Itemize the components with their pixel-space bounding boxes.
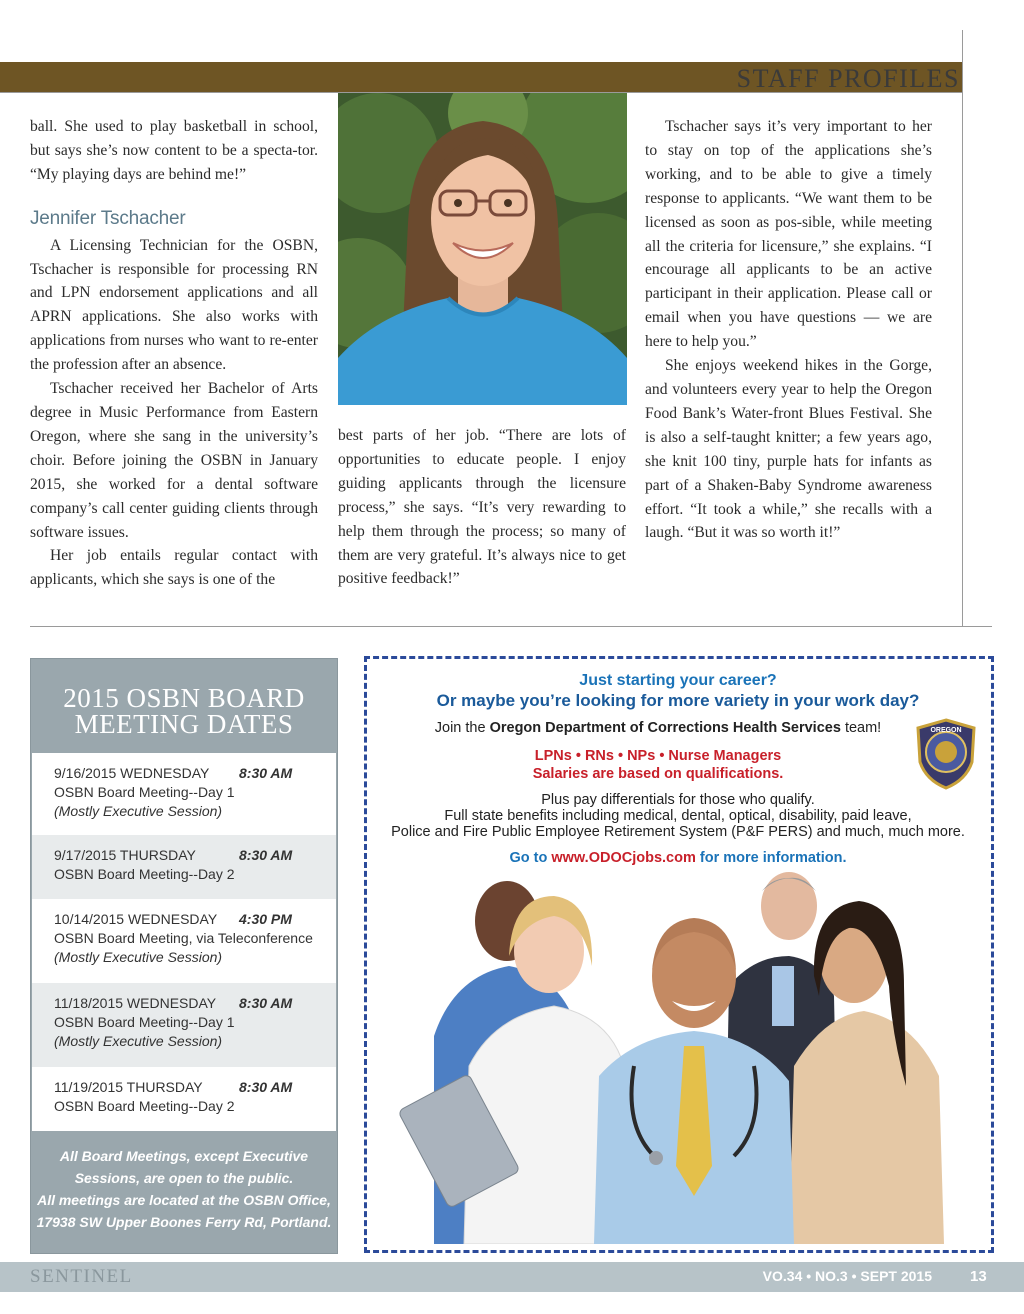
ad-subheadline: Or maybe you’re looking for more variety in your work day? xyxy=(436,691,920,710)
article-column-left xyxy=(30,115,318,592)
meeting-date: 9/17/2015 THURSDAY xyxy=(54,847,196,863)
paragraph: Her job entails regular contact with applicants, which she says is one of the xyxy=(30,547,318,589)
paragraph: A Licensing Technician for the OSBN, Tschacher is responsible for processing RN and LPN endorsement applications and all APRN applications. She also works with applications from nurses who want to re-enter the profession after an absence. xyxy=(30,236,318,374)
meeting-date: 11/18/2015 WEDNESDAY xyxy=(54,995,217,1011)
meeting-time: 8:30 AM xyxy=(239,765,293,781)
meeting-time: 8:30 AM xyxy=(239,995,293,1011)
ad-benefits-line: Full state benefits including medical, dental, optical, disability, paid leave, xyxy=(444,808,912,824)
meeting-date: 10/14/2015 WEDNESDAY xyxy=(54,911,218,927)
ad-retirement-line: Police and Fire Public Employee Retirement System (P&F PERS) and much, much more. xyxy=(391,824,965,840)
page-number: 13 xyxy=(970,1268,987,1285)
meeting-dates-box xyxy=(30,658,338,1254)
meeting-entry xyxy=(32,983,336,1067)
intro-paragraph: ball. She used to play basketball in school, but says she’s now content to be a specta-tor. “My playing days are behind me!” xyxy=(30,118,318,183)
meeting-note: (Mostly Executive Session) xyxy=(54,803,223,819)
ad-url-link[interactable]: www.ODOCjobs.com xyxy=(551,850,696,866)
article-column-right xyxy=(645,115,932,545)
ad-plus-line: Plus pay differentials for those who qualify. xyxy=(541,792,815,808)
meeting-dates-title: 2015 OSBN BOARD MEETING DATES xyxy=(63,683,305,739)
meeting-desc: OSBN Board Meeting--Day 2 xyxy=(54,1098,235,1114)
paragraph: Tschacher received her Bachelor of Arts degree in Music Performance from Eastern Oregon, where she sang in the university’s choir. Before joining the OSBN in January 2015, she worked for a dental software company’s call center guiding clients through software issues. xyxy=(30,380,318,541)
meeting-desc: OSBN Board Meeting--Day 1 xyxy=(54,1014,235,1030)
meeting-time: 8:30 AM xyxy=(239,847,293,863)
article-column-middle xyxy=(338,424,626,591)
meeting-date: 11/19/2015 THURSDAY xyxy=(54,1079,203,1095)
meeting-time: 4:30 PM xyxy=(239,911,292,927)
meeting-desc: OSBN Board Meeting--Day 2 xyxy=(54,866,235,882)
meeting-note: (Mostly Executive Session) xyxy=(54,949,223,965)
svg-text:OREGON: OREGON xyxy=(930,727,962,734)
meeting-desc: OSBN Board Meeting, via Teleconference xyxy=(54,930,313,946)
ad-website-line[interactable]: Go to www.ODOCjobs.com for more information. xyxy=(509,850,847,866)
paragraph: Tschacher says it’s very important to her to stay on top of the applications she’s working, and to be able to give a timely response to applicants. “We want them to be licensed as soon as pos-sible, while meeting all the criteria for licensure,” she explains. “I encourage all applicants to be an active participant in their application. Please call or email when you have questions — we are here to help you.” xyxy=(645,118,932,351)
paragraph: best parts of her job. “There are lots of opportunities to educate people. I enjoy guiding applicants through the licensure process,” she says. “It’s very rewarding to help them through the process; so many of them are very grateful. It’s always nice to get positive feedback!” xyxy=(338,427,626,588)
meeting-dates-footer: All Board Meetings, except Executive Sessions, are open to the public. All meetings are located at the OSBN Office, 17938 SW Upper Boones Ferry Rd, Portland. xyxy=(36,1148,332,1230)
ad-salary: Salaries are based on qualifications. xyxy=(532,766,784,782)
section-title: STAFF PROFILES xyxy=(736,64,960,93)
meeting-date: 9/16/2015 WEDNESDAY xyxy=(54,765,210,781)
paragraph: She enjoys weekend hikes in the Gorge, and volunteers every year to help the Oregon Food Bank’s Water-front Blues Festival. She is also a self-taught knitter; a few years ago, she knit 100 tiny, purple hats for infants as part of a Shaken-Baby Syndrome awareness effort. “It took a while,” she recalls with a laugh. “But it was so worth it!” xyxy=(645,357,932,542)
meeting-time: 8:30 AM xyxy=(239,1079,293,1095)
healthcare-team-photo xyxy=(394,866,964,1244)
profile-heading: Jennifer Tschacher xyxy=(30,207,186,229)
ad-join-line: Join the Oregon Department of Corrections Health Services team! xyxy=(434,720,882,736)
profile-photo xyxy=(338,93,627,405)
meeting-entry xyxy=(32,835,336,899)
meeting-entry xyxy=(32,753,336,835)
meeting-desc: OSBN Board Meeting--Day 1 xyxy=(54,784,235,800)
issue-info: VO.34 • NO.3 • SEPT 2015 xyxy=(762,1268,932,1284)
ad-headline: Just starting your career? xyxy=(579,672,777,689)
section-divider xyxy=(30,626,992,627)
meeting-note: (Mostly Executive Session) xyxy=(54,1033,223,1049)
meeting-entry xyxy=(32,1067,336,1131)
meeting-entry xyxy=(32,899,336,983)
publication-name: SENTINEL xyxy=(30,1266,133,1287)
vertical-rule xyxy=(962,30,963,626)
ad-roles: LPNs • RNs • NPs • Nurse Managers xyxy=(534,748,782,764)
corrections-badge-icon xyxy=(916,718,976,790)
job-advertisement xyxy=(364,656,992,1251)
